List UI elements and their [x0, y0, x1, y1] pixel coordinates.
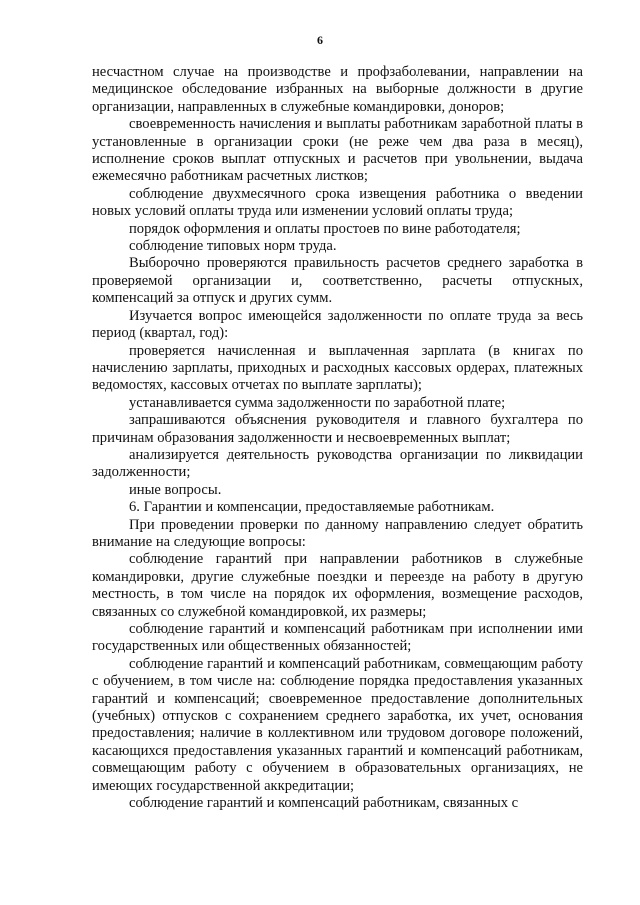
paragraph: соблюдение типовых норм труда.	[129, 238, 337, 255]
section-heading: 6. Гарантии и компенсации, предоставляемые работникам.	[129, 499, 495, 516]
paragraph: соблюдение двухмесячного срока извещения работника о введении новых условий оплаты труда или изменении условий оплаты труда;	[92, 185, 583, 220]
body-text	[92, 64, 583, 812]
paragraph: своевременность начисления и выплаты работникам заработной платы в установленные в организации сроки (не реже чем два раза в месяц), исполнение сроков выплат отпускных и расчетов при увольнении, выдача ежемесячно работникам расчетных листков;	[92, 116, 583, 185]
paragraph: соблюдение гарантий и компенсаций работникам, связанных с	[129, 795, 519, 812]
paragraph: иные вопросы.	[129, 481, 222, 498]
page-number: 6	[317, 33, 323, 47]
paragraph: соблюдение гарантий и компенсаций работникам, совмещающим работу с обучением, в том числе на: соблюдение порядка предоставления указанных гарантий и компенсаций; своевременное предоставление дополнительных (учебных) отпусков с сохранением среднего заработка, их учет, основания предоставления; наличие в коллективном или трудовом договоре положений, касающихся предоставления указанных гарантий и компенсаций работникам, совмещающим работу с обучением в образовательных организациях, не имеющих государственной аккредитации;	[92, 655, 583, 794]
paragraph: порядок оформления и оплаты простоев по вине работодателя;	[129, 220, 521, 237]
paragraph: анализируется деятельность руководства организации по ликвидации задолженности;	[92, 446, 583, 481]
paragraph: Выборочно проверяются правильность расчетов среднего заработка в проверяемой организации и, соответственно, расчеты отпускных, компенсаций за отпуск и других сумм.	[92, 255, 583, 307]
paragraph: устанавливается сумма задолженности по заработной плате;	[129, 394, 506, 411]
paragraph: Изучается вопрос имеющейся задолженности по оплате труда за весь период (квартал, год):	[92, 307, 583, 342]
paragraph: запрашиваются объяснения руководителя и главного бухгалтера по причинам образования задолженности и несвоевременных выплат;	[92, 412, 583, 446]
paragraph: соблюдение гарантий при направлении работников в служебные командировки, другие служебные поездки и переезде на работу в другую местность, в том числе на порядок их оформления, возмещение расходов, связанных со служебной командировкой, их размеры;	[92, 551, 583, 620]
paragraph: При проведении проверки по данному направлению следует обратить внимание на следующие вопросы:	[92, 516, 583, 550]
paragraph: проверяется начисленная и выплаченная зарплата (в книгах по начислению зарплаты, приходных и расходных кассовых ордерах, платежных ведомостях, кассовых отчетах по выплате зарплаты);	[92, 342, 583, 394]
paragraph: несчастном случае на производстве и профзаболевании, направлении на медицинское обследование избранных на выборные должности в другие организации, направленных в служебные командировки, доноров;	[92, 64, 583, 115]
paragraph: соблюдение гарантий и компенсаций работникам при исполнении ими государственных или общественных обязанностей;	[92, 621, 583, 655]
